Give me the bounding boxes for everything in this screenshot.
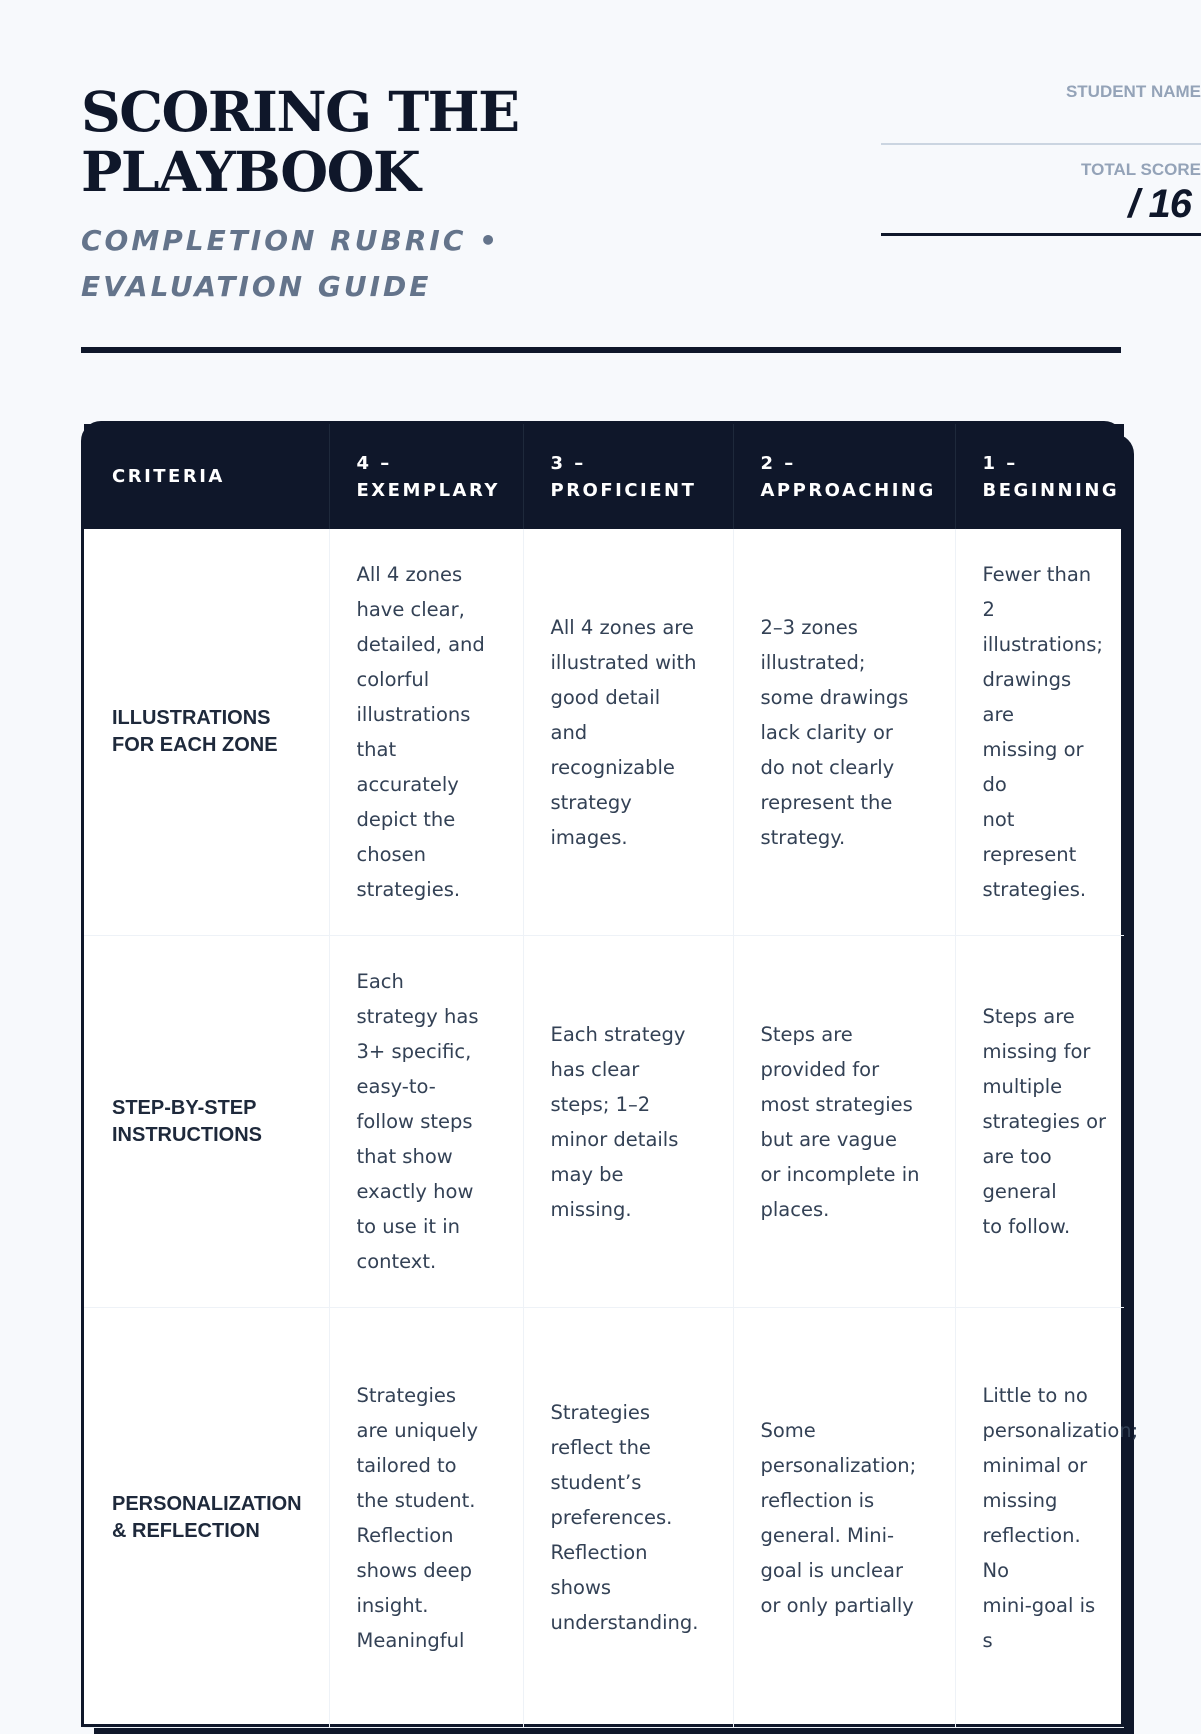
proficient-cell: Each strategy has clear steps; 1–2 minor details may be missing. xyxy=(523,935,733,1307)
header-criteria: CRITERIA xyxy=(84,424,329,529)
table-row xyxy=(84,529,1124,935)
page-header xyxy=(81,79,1201,303)
criteria-cell: PERSONALIZATION & REFLECTION xyxy=(84,1307,329,1727)
rubric-table-card xyxy=(81,421,1139,1727)
proficient-cell: Strategies reflect the student’s preferences. Reflection shows understanding. xyxy=(523,1307,733,1727)
approaching-cell: Steps are provided for most strategies but are vague or incomplete in places. xyxy=(733,935,955,1307)
total-score-value: / 16 xyxy=(1128,182,1191,226)
header-approaching: 2 – APPROACHING xyxy=(733,424,955,529)
student-name-field[interactable] xyxy=(881,143,1201,145)
total-score-field[interactable] xyxy=(881,233,1201,236)
table-row xyxy=(84,1307,1124,1727)
approaching-cell: 2–3 zones illustrated; some drawings lack clarity or do not clearly represent the strategy. xyxy=(733,529,955,935)
criteria-cell: ILLUSTRATIONS FOR EACH ZONE xyxy=(84,529,329,935)
rubric-table xyxy=(84,424,1139,1728)
header-beginning: 1 – BEGINNING xyxy=(955,424,1124,529)
beginning-cell: Little to no personalization; minimal or missing reflection. No mini-goal is s xyxy=(955,1307,1124,1727)
beginning-cell: Fewer than 2 illustrations; drawings are missing or do not represent strategies. xyxy=(955,529,1124,935)
proficient-cell: All 4 zones are illustrated with good detail and recognizable strategy images. xyxy=(523,529,733,935)
page-title: SCORING THE PLAYBOOK xyxy=(81,79,519,204)
header-divider xyxy=(81,347,1121,353)
approaching-cell: Some personalization; reflection is general. Mini- goal is unclear or only partially xyxy=(733,1307,955,1727)
page-subtitle: COMPLETION RUBRIC • EVALUATION GUIDE xyxy=(81,224,501,303)
header-proficient: 3 – PROFICIENT xyxy=(523,424,733,529)
total-score-label: TOTAL SCORE xyxy=(1081,160,1201,179)
exemplary-cell: All 4 zones have clear, detailed, and colorful illustrations that accurately depict the chosen strategies. xyxy=(329,529,523,935)
criteria-cell: STEP-BY-STEP INSTRUCTIONS xyxy=(84,935,329,1307)
exemplary-cell: Strategies are uniquely tailored to the student. Reflection shows deep insight. Meaningful xyxy=(329,1307,523,1727)
header-exemplary: 4 – EXEMPLARY xyxy=(329,424,523,529)
student-name-label: STUDENT NAME xyxy=(1065,82,1201,101)
exemplary-cell: Each strategy has 3+ specific, easy-to- follow steps that show exactly how to use it in context. xyxy=(329,935,523,1307)
table-row xyxy=(84,935,1124,1307)
beginning-cell: Steps are missing for multiple strategies or are too general to follow. xyxy=(955,935,1124,1307)
table-header-row xyxy=(84,424,1124,529)
